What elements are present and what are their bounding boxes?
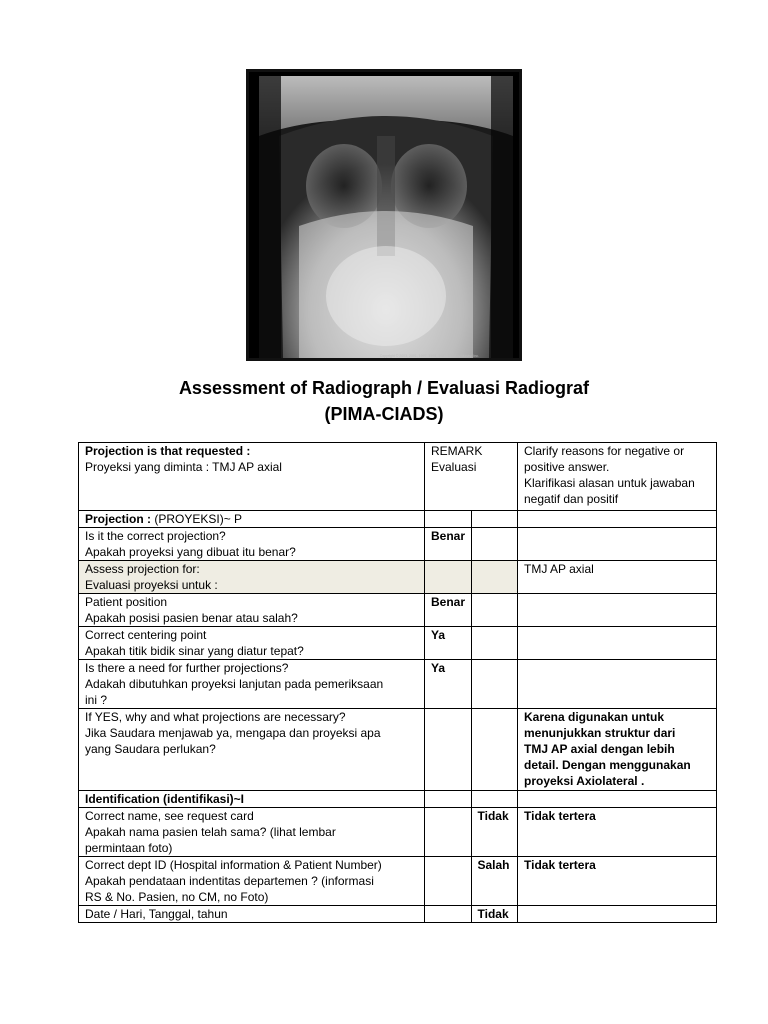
question-cell <box>79 709 425 791</box>
table-row <box>79 528 717 561</box>
remark2-cell <box>471 627 518 660</box>
clarify-cell: Tidak tertera <box>518 808 717 857</box>
empty-cell <box>518 791 717 808</box>
clarify-cell <box>518 627 717 660</box>
question-cell <box>79 627 425 660</box>
remark2-cell: Tidak <box>471 808 518 857</box>
xray-graphic <box>259 76 513 358</box>
table-row <box>79 627 717 660</box>
question-en: Patient position <box>85 595 168 609</box>
question-en: Correct dept ID (Hospital information & Patient Number) <box>85 858 382 872</box>
clarify-cell <box>518 528 717 561</box>
clarify-cell: TMJ AP axial <box>518 561 717 594</box>
empty-cell <box>518 511 717 528</box>
question-id: Apakah titik bidik sinar yang diatur tepat? <box>85 644 304 658</box>
empty-cell <box>425 511 472 528</box>
question-en: Date / Hari, Tanggal, tahun <box>85 907 228 921</box>
title-line-2: (PIMA-CIADS) <box>324 404 444 424</box>
question-id-cont: ini ? <box>85 693 108 707</box>
header-question-en: Projection is that requested : <box>85 444 251 458</box>
section-identification-label: Identification (identifikasi)~I <box>79 791 425 808</box>
clarify-cell <box>518 906 717 923</box>
table-row <box>79 709 717 791</box>
remark2-cell: Tidak <box>471 906 518 923</box>
radiograph-image <box>246 69 522 361</box>
table-row-shaded <box>79 561 717 594</box>
table-header-row <box>79 443 717 511</box>
clarify-line: Karena digunakan untuk <box>524 710 665 724</box>
question-id: Evaluasi proyeksi untuk : <box>85 578 218 592</box>
image-copyright: Copyright © 2003, 2001, 1997, 1993, 1987, 1982 by Mosby, Inc. <box>379 354 479 358</box>
question-id: Jika Saudara menjawab ya, mengapa dan proyeksi apa <box>85 726 381 740</box>
question-cell <box>79 906 425 923</box>
clarify-line: detail. Dengan menggunakan <box>524 758 691 772</box>
question-en: Correct name, see request card <box>85 809 254 823</box>
xray-picture <box>259 76 513 358</box>
clarify-line: TMJ AP axial dengan lebih <box>524 742 675 756</box>
remark-cell: Ya <box>425 660 472 709</box>
question-id-cont: permintaan foto) <box>85 841 173 855</box>
empty-cell <box>425 791 472 808</box>
question-cell <box>79 857 425 906</box>
header-clarify-4: negatif dan positif <box>524 492 619 506</box>
table-row <box>79 906 717 923</box>
question-id: Apakah posisi pasien benar atau salah? <box>85 611 298 625</box>
question-en: If YES, why and what projections are necessary? <box>85 710 346 724</box>
question-id: Adakah dibutuhkan proyeksi lanjutan pada pemeriksaan <box>85 677 384 691</box>
remark-cell <box>425 857 472 906</box>
header-clarify-3: Klarifikasi alasan untuk jawaban <box>524 476 695 490</box>
remark2-cell <box>471 594 518 627</box>
evaluation-table <box>78 442 717 923</box>
empty-cell <box>471 511 518 528</box>
question-en: Correct centering point <box>85 628 207 642</box>
clarify-line: proyeksi Axiolateral . <box>524 774 645 788</box>
question-en: Is it the correct projection? <box>85 529 226 543</box>
question-cell <box>79 528 425 561</box>
section-projection-label <box>79 511 425 528</box>
remark2-cell <box>471 528 518 561</box>
header-clarify-2: positive answer. <box>524 460 610 474</box>
question-id: Apakah proyeksi yang dibuat itu benar? <box>85 545 296 559</box>
clarify-cell <box>518 594 717 627</box>
section-projection-rest: (PROYEKSI)~ P <box>151 512 243 526</box>
question-en: Assess projection for: <box>85 562 200 576</box>
remark-cell: Benar <box>425 594 472 627</box>
clarify-cell <box>518 660 717 709</box>
section-projection-row <box>79 511 717 528</box>
question-id-cont: yang Saudara perlukan? <box>85 742 216 756</box>
clarify-line: menunjukkan struktur dari <box>524 726 676 740</box>
remark-cell <box>425 561 472 594</box>
question-en: Is there a need for further projections? <box>85 661 289 675</box>
remark-cell <box>425 709 472 791</box>
question-id-cont: RS & No. Pasien, no CM, no Foto) <box>85 890 269 904</box>
remark2-cell <box>471 561 518 594</box>
table-row <box>79 594 717 627</box>
question-cell <box>79 594 425 627</box>
remark2-cell <box>471 709 518 791</box>
remark-cell: Ya <box>425 627 472 660</box>
section-identification-row <box>79 791 717 808</box>
remark-cell <box>425 906 472 923</box>
header-remark-cell <box>425 443 518 511</box>
clarify-cell: Tidak tertera <box>518 857 717 906</box>
question-id: Apakah nama pasien telah sama? (lihat lembar <box>85 825 336 839</box>
remark2-cell: Salah <box>471 857 518 906</box>
table-row <box>79 808 717 857</box>
clarify-cell <box>518 709 717 791</box>
empty-cell <box>471 791 518 808</box>
question-cell <box>79 561 425 594</box>
question-cell <box>79 808 425 857</box>
header-question-cell <box>79 443 425 511</box>
header-clarify-cell <box>518 443 717 511</box>
header-question-id: Proyeksi yang diminta : TMJ AP axial <box>85 460 282 474</box>
question-cell <box>79 660 425 709</box>
header-clarify-1: Clarify reasons for negative or <box>524 444 685 458</box>
header-remark-id: Evaluasi <box>431 460 477 474</box>
header-remark-en: REMARK <box>431 444 483 458</box>
page-title <box>0 375 768 427</box>
table-row <box>79 660 717 709</box>
remark-cell <box>425 808 472 857</box>
question-id: Apakah pendataan indentitas departemen ? (informasi <box>85 874 374 888</box>
section-projection-bold: Projection : <box>85 512 152 526</box>
remark2-cell <box>471 660 518 709</box>
title-line-1: Assessment of Radiograph / Evaluasi Radiograf <box>178 378 590 398</box>
remark-cell: Benar <box>425 528 472 561</box>
table-row <box>79 857 717 906</box>
